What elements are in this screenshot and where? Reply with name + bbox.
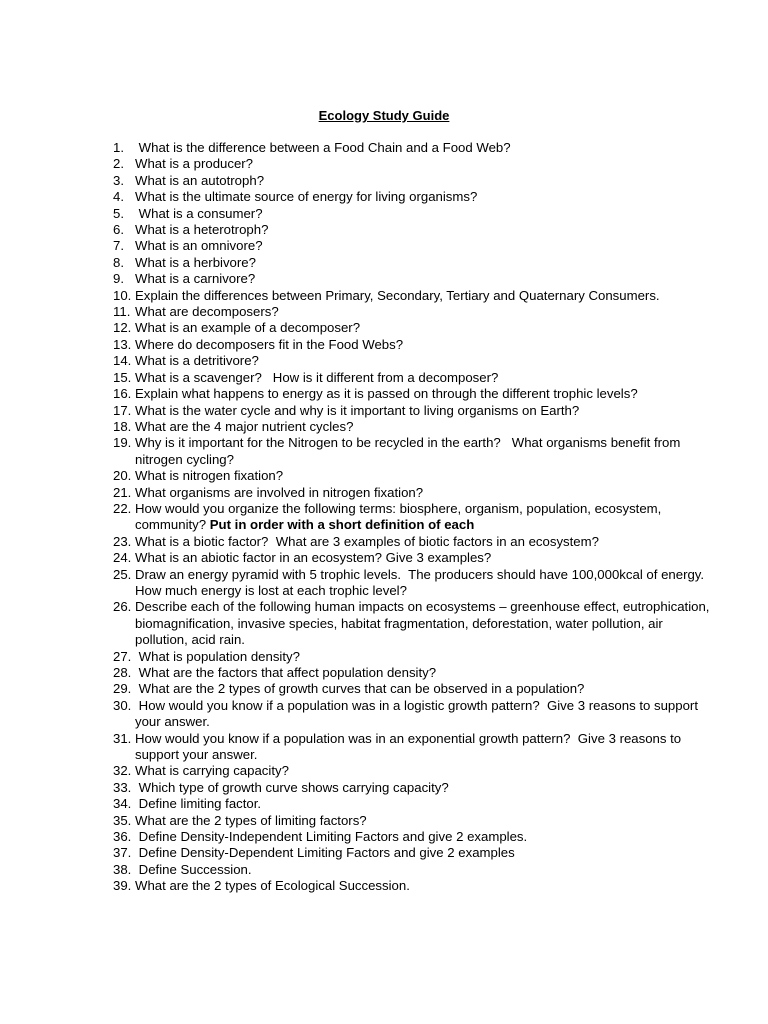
- question-text-main: What is a producer?: [135, 156, 254, 172]
- question-text-main: What is a scavenger? How is it different from a decomposer?: [135, 369, 499, 385]
- question-number: 33.: [113, 779, 132, 795]
- question-number: 20.: [113, 468, 132, 484]
- question-text-main: What is a detritivore?: [135, 353, 259, 369]
- question-text: [135, 550, 713, 566]
- question-number: 13.: [113, 336, 132, 352]
- question-item: [113, 206, 713, 222]
- question-item: [113, 485, 713, 501]
- question-text: [135, 681, 713, 697]
- question-text: [135, 763, 713, 779]
- question-item: [113, 862, 713, 878]
- question-text-main: What is a heterotroph?: [135, 222, 269, 238]
- question-number: 19.: [113, 435, 132, 451]
- question-item: [113, 403, 713, 419]
- question-text-main: What is a consumer?: [135, 205, 263, 221]
- question-text: [135, 238, 713, 254]
- question-text: [135, 370, 713, 386]
- question-item: [113, 780, 713, 796]
- question-text: [135, 780, 713, 796]
- question-item: [113, 337, 713, 353]
- question-text: [135, 845, 713, 861]
- question-item: [113, 370, 713, 386]
- question-number: 6.: [113, 222, 124, 238]
- question-item: [113, 304, 713, 320]
- question-text: [135, 189, 713, 205]
- question-text: [135, 501, 713, 534]
- question-text: [135, 353, 713, 369]
- question-text: [135, 288, 713, 304]
- question-item: [113, 829, 713, 845]
- question-text: [135, 386, 713, 402]
- question-text-main: What is an autotroph?: [135, 172, 265, 188]
- question-text-main: What is population density?: [135, 648, 300, 664]
- question-text-main: What is an omnivore?: [135, 238, 263, 254]
- question-text: [135, 206, 713, 222]
- question-text-main: What is the water cycle and why is it important to living organisms on Earth?: [135, 402, 580, 418]
- question-item: [113, 731, 713, 764]
- question-text-main: What is the difference between a Food Chain and a Food Web?: [135, 140, 511, 155]
- question-text: [135, 665, 713, 681]
- question-number: 7.: [113, 238, 124, 254]
- question-text-main: Draw an energy pyramid with 5 trophic levels. The producers should have 100,000kcal of energy. How much energy is lost at each trophic level?: [135, 566, 712, 598]
- question-item: [113, 649, 713, 665]
- question-text-main: What is a carnivore?: [135, 271, 256, 287]
- question-text-main: Define Density-Independent Limiting Factors and give 2 examples.: [135, 829, 528, 845]
- question-text-main: What is a biotic factor? What are 3 examples of biotic factors in an ecosystem?: [135, 533, 599, 549]
- question-item: [113, 567, 713, 600]
- question-text: [135, 878, 713, 894]
- question-number: 29.: [113, 681, 132, 697]
- question-text-main: Define Succession.: [135, 861, 252, 877]
- question-number: 27.: [113, 648, 132, 664]
- question-item: [113, 435, 713, 468]
- question-item: [113, 599, 713, 648]
- question-text-main: What is the ultimate source of energy for living organisms?: [135, 189, 478, 205]
- question-number: 9.: [113, 271, 124, 287]
- question-item: [113, 665, 713, 681]
- question-text-main: How would you organize the following terms: biosphere, organism, population, ecosystem, community?: [135, 500, 665, 533]
- question-text: [135, 698, 713, 731]
- question-number: 38.: [113, 861, 132, 877]
- question-number: 36.: [113, 829, 132, 845]
- question-number: 2.: [113, 156, 124, 172]
- question-text: [135, 255, 713, 271]
- question-text-main: Which type of growth curve shows carrying capacity?: [135, 779, 449, 795]
- question-item: [113, 320, 713, 336]
- question-text: [135, 796, 713, 812]
- question-text-main: What are the 2 types of Ecological Succession.: [135, 878, 410, 894]
- question-item: [113, 353, 713, 369]
- question-text-main: What are decomposers?: [135, 304, 279, 320]
- question-text-main: What is nitrogen fixation?: [135, 468, 284, 484]
- question-text: [135, 403, 713, 419]
- question-number: 25.: [113, 566, 132, 582]
- question-item: [113, 238, 713, 254]
- question-number: 21.: [113, 484, 132, 500]
- question-text-main: What is a herbivore?: [135, 254, 256, 270]
- question-item: [113, 173, 713, 189]
- question-text: [135, 731, 713, 764]
- question-number: 32.: [113, 763, 132, 779]
- question-list: [113, 140, 713, 895]
- question-item: [113, 845, 713, 861]
- question-number: 23.: [113, 533, 132, 549]
- question-text: [135, 419, 713, 435]
- question-text: [135, 435, 713, 468]
- question-text: [135, 862, 713, 878]
- question-text-main: What are the 2 types of growth curves that can be observed in a population?: [135, 681, 585, 697]
- question-number: 4.: [113, 189, 124, 205]
- question-item: [113, 878, 713, 894]
- question-item: [113, 140, 713, 156]
- question-item: [113, 534, 713, 550]
- question-number: 37.: [113, 845, 132, 861]
- question-item: [113, 681, 713, 697]
- question-number: 1.: [113, 140, 124, 155]
- question-text: [135, 599, 713, 648]
- question-item: [113, 796, 713, 812]
- question-text-main: What are the 4 major nutrient cycles?: [135, 418, 354, 434]
- question-text-main: Explain what happens to energy as it is passed on through the different trophic levels?: [135, 386, 638, 402]
- question-item: [113, 501, 713, 534]
- question-text: [135, 271, 713, 287]
- question-item: [113, 468, 713, 484]
- question-number: 5.: [113, 205, 124, 221]
- question-text-main: What are the 2 types of limiting factors?: [135, 812, 367, 828]
- question-number: 35.: [113, 812, 132, 828]
- page-title: Ecology Study Guide: [318, 108, 450, 123]
- question-number: 28.: [113, 665, 132, 680]
- question-text-main: Explain the differences between Primary, Secondary, Tertiary and Quaternary Consumers.: [135, 287, 660, 303]
- question-text-main: Define limiting factor.: [135, 796, 262, 812]
- question-number: 12.: [113, 320, 132, 336]
- question-number: 3.: [113, 172, 124, 188]
- question-number: 34.: [113, 796, 132, 812]
- question-text: [135, 304, 713, 320]
- question-text: [135, 222, 713, 238]
- question-item: [113, 189, 713, 205]
- question-text: [135, 140, 713, 156]
- question-number: 31.: [113, 730, 132, 746]
- question-text-main: What is carrying capacity?: [135, 763, 289, 779]
- question-item: [113, 419, 713, 435]
- question-text-main: What are the factors that affect population density?: [135, 665, 437, 680]
- question-text: [135, 173, 713, 189]
- question-number: 8.: [113, 254, 124, 270]
- question-number: 22.: [113, 500, 132, 516]
- question-item: [113, 271, 713, 287]
- question-text-emphasis: Put in order with a short definition of each: [209, 517, 475, 533]
- question-item: [113, 813, 713, 829]
- question-number: 24.: [113, 550, 132, 566]
- question-item: [113, 288, 713, 304]
- question-item: [113, 156, 713, 172]
- question-number: 18.: [113, 418, 132, 434]
- question-number: 10.: [113, 287, 132, 303]
- question-number: 30.: [113, 697, 132, 713]
- question-number: 15.: [113, 369, 132, 385]
- question-number: 14.: [113, 353, 132, 369]
- question-item: [113, 763, 713, 779]
- question-text-main: What is an abiotic factor in an ecosystem? Give 3 examples?: [135, 550, 492, 566]
- question-text-main: How would you know if a population was in a logistic growth pattern? Give 3 reasons to support your answer.: [135, 697, 702, 730]
- question-text-main: What organisms are involved in nitrogen fixation?: [135, 484, 424, 500]
- question-text: [135, 485, 713, 501]
- question-text-main: Define Density-Dependent Limiting Factors and give 2 examples: [135, 845, 515, 861]
- question-item: [113, 386, 713, 402]
- question-text: [135, 337, 713, 353]
- question-number: 16.: [113, 386, 132, 402]
- question-text: [135, 468, 713, 484]
- question-text-main: What is an example of a decomposer?: [135, 320, 361, 336]
- question-text-main: How would you know if a population was in an exponential growth pattern? Give 3 reasons to support your answer.: [135, 730, 685, 763]
- question-text: [135, 567, 713, 600]
- question-text: [135, 320, 713, 336]
- question-text: [135, 829, 713, 845]
- question-item: [113, 255, 713, 271]
- question-text: [135, 649, 713, 665]
- question-text: [135, 156, 713, 172]
- question-number: 26.: [113, 599, 132, 615]
- question-item: [113, 550, 713, 566]
- question-text-main: Why is it important for the Nitrogen to be recycled in the earth? What organisms benefit from nitrogen cycling?: [135, 435, 684, 467]
- question-text-main: Where do decomposers fit in the Food Webs?: [135, 336, 404, 352]
- question-text: [135, 813, 713, 829]
- question-number: 11.: [113, 304, 131, 320]
- question-number: 17.: [113, 402, 132, 418]
- question-text-main: Describe each of the following human impacts on ecosystems – greenhouse effect, eutrophication, biomagnification, invasive species, habitat fragmentation, deforestation, water pollution, air pollution, acid rain.: [135, 599, 714, 648]
- question-item: [113, 222, 713, 238]
- question-number: 39.: [113, 878, 132, 894]
- question-item: [113, 698, 713, 731]
- question-text: [135, 534, 713, 550]
